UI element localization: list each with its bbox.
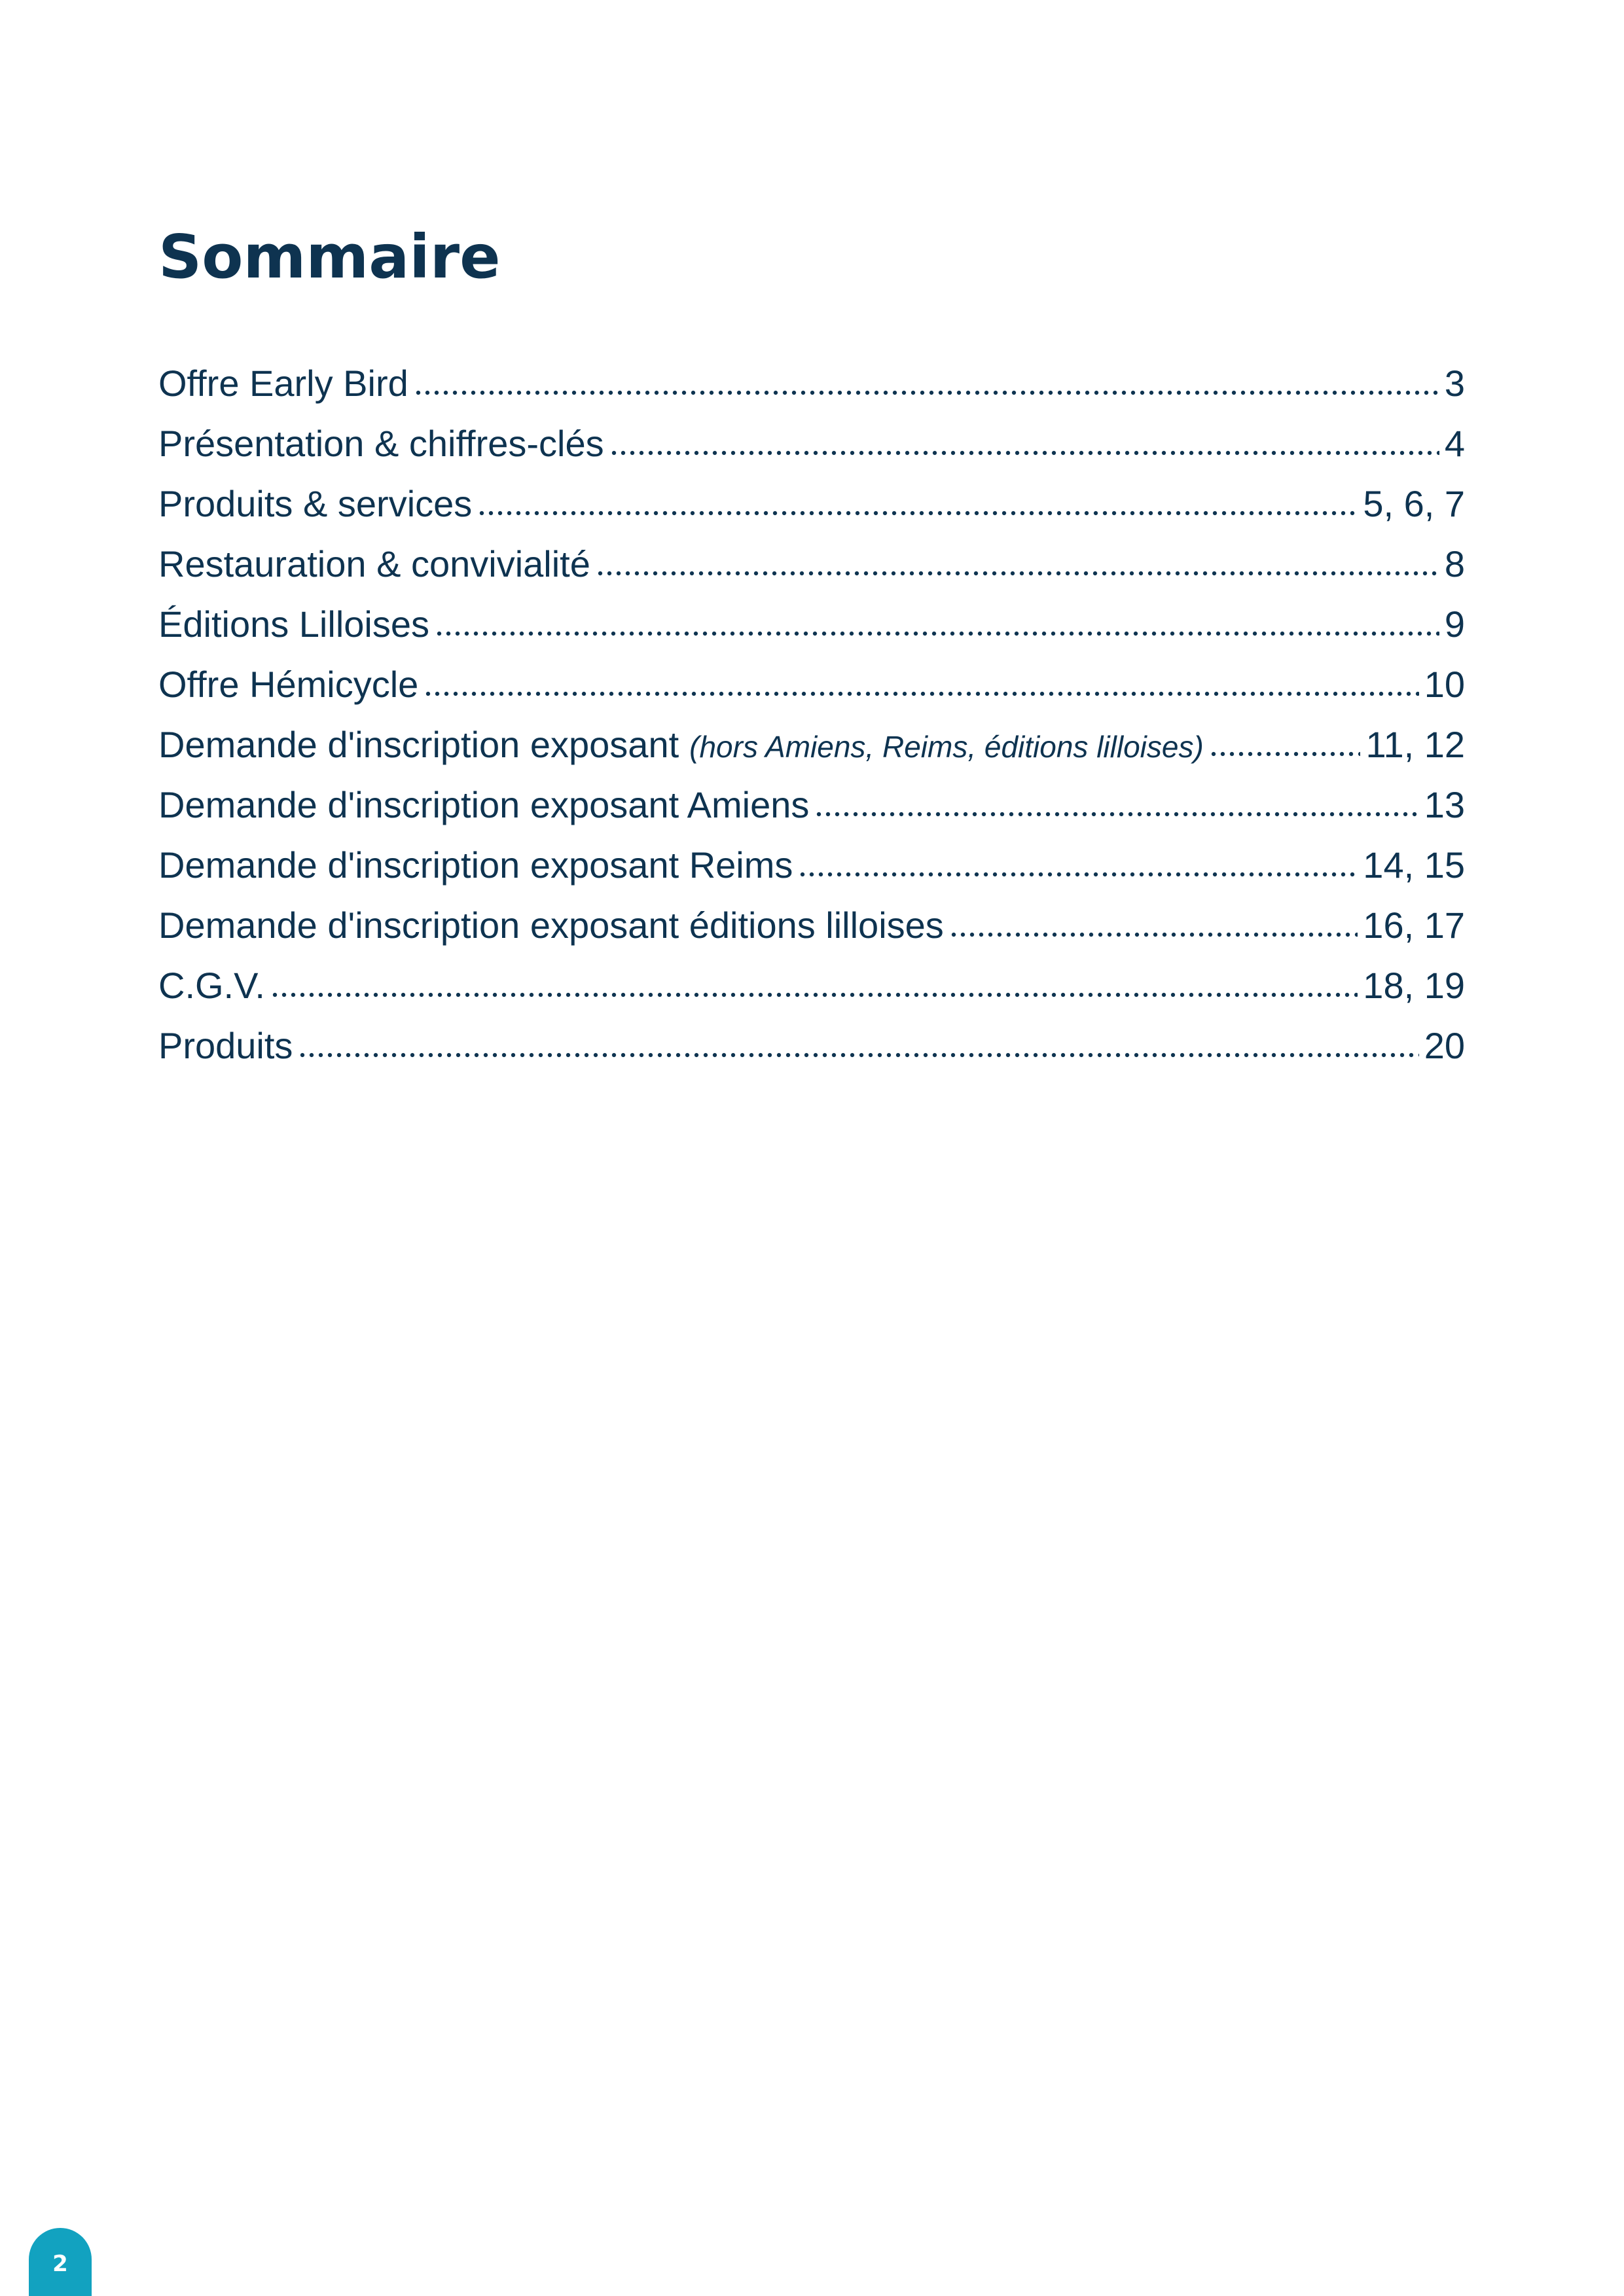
toc-entry-page: 13	[1424, 784, 1465, 825]
toc-entry-page: 14, 15	[1363, 844, 1465, 886]
toc-dot-leader	[270, 992, 1358, 998]
toc-entry-page: 20	[1424, 1025, 1465, 1066]
toc-entry-label: Demande d'inscription exposant éditions lilloises	[158, 905, 944, 946]
toc-entry-page: 5, 6, 7	[1363, 483, 1465, 524]
toc-entry-label: Demande d'inscription exposant	[158, 724, 679, 765]
toc-entry[interactable]	[158, 1016, 1465, 1076]
toc-entry-page: 3	[1444, 363, 1465, 404]
toc-entry[interactable]	[158, 655, 1465, 715]
toc-entry-page: 10	[1424, 664, 1465, 705]
page-title: Sommaire	[158, 222, 501, 292]
toc-entry-page: 11, 12	[1365, 724, 1465, 765]
toc-entry-note: (hors Amiens, Reims, éditions lilloises)	[689, 730, 1204, 764]
toc-entry[interactable]	[158, 353, 1465, 414]
toc-entry-label: Offre Early Bird	[158, 363, 408, 404]
toc-dot-leader	[798, 871, 1358, 878]
toc-entry[interactable]	[158, 594, 1465, 655]
toc-entry-page: 4	[1444, 423, 1465, 464]
toc-entry-label: Éditions Lilloises	[158, 603, 429, 645]
page-number: 2	[52, 2251, 68, 2277]
toc-entry-page: 9	[1444, 603, 1465, 645]
toc-entry[interactable]	[158, 474, 1465, 534]
toc-entry-page: 8	[1444, 543, 1465, 584]
toc-entry[interactable]	[158, 895, 1465, 956]
toc-entry[interactable]	[158, 414, 1465, 474]
toc-entry-label: Restauration & convivialité	[158, 543, 590, 584]
toc-entry-label: Offre Hémicycle	[158, 664, 419, 705]
toc-entry[interactable]	[158, 835, 1465, 895]
toc-entry[interactable]	[158, 775, 1465, 835]
toc-dot-leader	[609, 450, 1439, 456]
toc-entry-label: Demande d'inscription exposant Amiens	[158, 784, 810, 825]
toc-entry[interactable]	[158, 956, 1465, 1016]
toc-entry-page: 16, 17	[1363, 905, 1465, 946]
toc-dot-leader	[424, 691, 1418, 697]
toc-dot-leader	[1209, 751, 1361, 757]
toc-dot-leader	[814, 811, 1418, 817]
toc-entry-page: 18, 19	[1363, 965, 1465, 1006]
toc-dot-leader	[596, 570, 1439, 577]
table-of-contents	[158, 353, 1465, 1076]
toc-dot-leader	[414, 389, 1439, 396]
toc-entry[interactable]	[158, 534, 1465, 594]
toc-entry[interactable]	[158, 715, 1465, 775]
toc-entry-label: C.G.V.	[158, 965, 265, 1006]
toc-entry-label: Produits	[158, 1025, 293, 1066]
toc-dot-leader	[477, 510, 1358, 516]
toc-entry-label: Demande d'inscription exposant Reims	[158, 844, 793, 886]
toc-dot-leader	[298, 1052, 1418, 1058]
page-number-badge	[29, 2228, 92, 2296]
toc-dot-leader	[949, 931, 1358, 938]
toc-dot-leader	[435, 630, 1439, 637]
toc-entry-label: Présentation & chiffres-clés	[158, 423, 604, 464]
toc-entry-label: Produits & services	[158, 483, 473, 524]
